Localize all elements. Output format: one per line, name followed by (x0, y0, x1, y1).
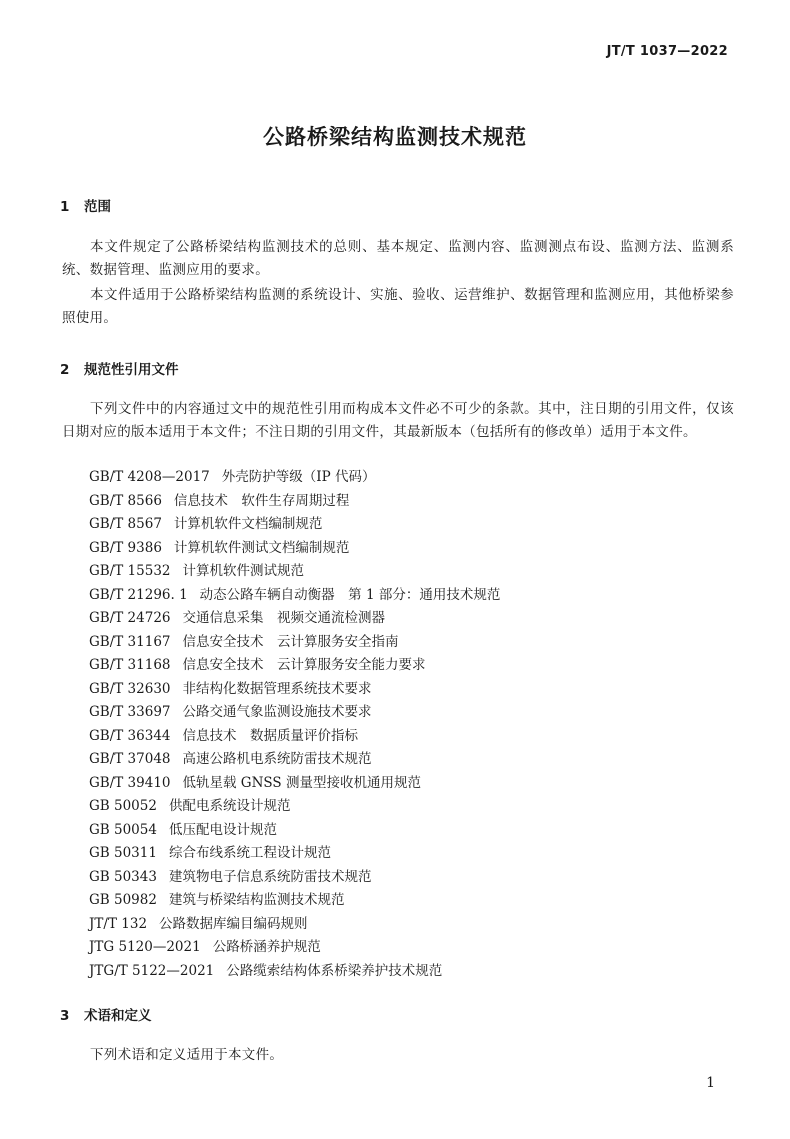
paragraph: 本文件适用于公路桥梁结构监测的系统设计、实施、验收、运营维护、数据管理和监测应用，其他桥梁参照使用。 (62, 287, 734, 326)
reference-item (89, 537, 500, 561)
reference-item (89, 701, 500, 725)
reference-item (89, 678, 500, 702)
reference-item (89, 960, 500, 984)
reference-code: JTG/T 5122—2021 (89, 962, 215, 979)
reference-title: 公路桥涵养护规范 (212, 939, 321, 955)
section-number: 1 (60, 199, 70, 215)
reference-item (89, 490, 500, 514)
reference-title: 非结构化数据管理系统技术要求 (182, 680, 372, 697)
reference-code: GB/T 37048 (89, 751, 171, 767)
section-heading-3 (60, 1004, 152, 1024)
reference-code: GB/T 21296. 1 (89, 586, 188, 603)
reference-title: 信息安全技术 云计算服务安全指南 (182, 633, 399, 650)
section-title: 规范性引用文件 (84, 362, 179, 378)
reference-item (89, 725, 500, 749)
section-title: 术语和定义 (84, 1008, 152, 1024)
reference-title: 建筑与桥梁结构监测技术规范 (168, 892, 345, 908)
reference-title: 信息技术 数据质量评价指标 (182, 727, 358, 744)
reference-code: JTG 5120—2021 (89, 939, 201, 955)
reference-item (89, 842, 500, 866)
reference-title: 计算机软件测试规范 (182, 563, 304, 579)
reference-title: 计算机软件测试文档编制规范 (173, 539, 350, 556)
reference-title: 信息技术 软件生存周期过程 (173, 492, 350, 509)
reference-code: GB/T 8567 (89, 516, 162, 532)
reference-code: GB/T 31167 (89, 633, 171, 650)
reference-item (89, 560, 500, 584)
reference-code: GB 50343 (89, 868, 157, 885)
reference-item (89, 631, 500, 655)
reference-item (89, 819, 500, 843)
reference-code: GB/T 8566 (89, 492, 162, 509)
reference-code: GB/T 31168 (89, 657, 171, 673)
reference-item (89, 584, 500, 608)
document-code: JT/T 1037—2022 (606, 44, 728, 59)
reference-title: 高速公路机电系统防雷技术规范 (182, 751, 372, 767)
reference-code: GB 50311 (89, 845, 157, 861)
reference-title: 综合布线系统工程设计规范 (168, 845, 331, 861)
reference-code: GB 50982 (89, 892, 157, 908)
reference-code: GB/T 36344 (89, 727, 171, 744)
reference-code: GB/T 24726 (89, 610, 171, 626)
reference-item (89, 866, 500, 890)
section-heading-1 (60, 195, 111, 215)
reference-code: GB/T 39410 (89, 774, 171, 791)
page-title: 公路桥梁结构监测技术规范 (263, 125, 527, 149)
reference-item (89, 748, 500, 772)
section-heading-2 (60, 358, 179, 378)
reference-title: 公路数据库编目编码规则 (159, 915, 308, 932)
reference-code: JT/T 132 (89, 915, 148, 932)
reference-list (89, 466, 500, 983)
reference-code: GB/T 15532 (89, 563, 171, 579)
reference-title: 建筑物电子信息系统防雷技术规范 (168, 868, 372, 885)
reference-title: 动态公路车辆自动衡器 第 1 部分：通用技术规范 (199, 586, 501, 603)
reference-title: 计算机软件文档编制规范 (173, 516, 323, 532)
section-number: 2 (60, 362, 70, 378)
reference-title: 低压配电设计规范 (168, 821, 277, 838)
paragraph: 本文件规定了公路桥梁结构监测技术的总则、基本规定、监测内容、监测测点布设、监测方法、监测系统、数据管理、监测应用的要求。 (62, 239, 734, 278)
reference-item (89, 607, 500, 631)
section-number: 3 (60, 1008, 70, 1024)
reference-item (89, 772, 500, 796)
reference-code: GB/T 32630 (89, 680, 171, 697)
reference-title: 外壳防护等级（IP 代码） (221, 469, 376, 485)
paragraph: 下列术语和定义适用于本文件。 (90, 1047, 284, 1063)
reference-title: 公路交通气象监测设施技术要求 (182, 704, 372, 720)
section-title: 范围 (84, 199, 111, 215)
reference-code: GB/T 33697 (89, 704, 171, 720)
reference-item (89, 466, 500, 490)
reference-title: 公路缆索结构体系桥梁养护技术规范 (226, 962, 443, 979)
reference-item (89, 654, 500, 678)
reference-item (89, 913, 500, 937)
page-number: 1 (706, 1075, 715, 1091)
reference-title: 信息安全技术 云计算服务安全能力要求 (182, 657, 426, 673)
reference-code: GB/T 4208—2017 (89, 469, 210, 485)
reference-title: 低轨星载 GNSS 测量型接收机通用规范 (182, 774, 421, 791)
reference-title: 供配电系统设计规范 (168, 798, 291, 814)
reference-code: GB/T 9386 (89, 539, 162, 556)
reference-code: GB 50054 (89, 821, 157, 838)
reference-item (89, 936, 500, 960)
reference-item (89, 889, 500, 913)
reference-item (89, 795, 500, 819)
paragraph: 下列文件中的内容通过文中的规范性引用而构成本文件必不可少的条款。其中，注日期的引用文件，仅该日期对应的版本适用于本文件；不注日期的引用文件，其最新版本（包括所有的修改单）适用于本文件。 (62, 401, 734, 440)
reference-title: 交通信息采集 视频交通流检测器 (182, 610, 385, 626)
reference-code: GB 50052 (89, 798, 157, 814)
reference-item (89, 513, 500, 537)
